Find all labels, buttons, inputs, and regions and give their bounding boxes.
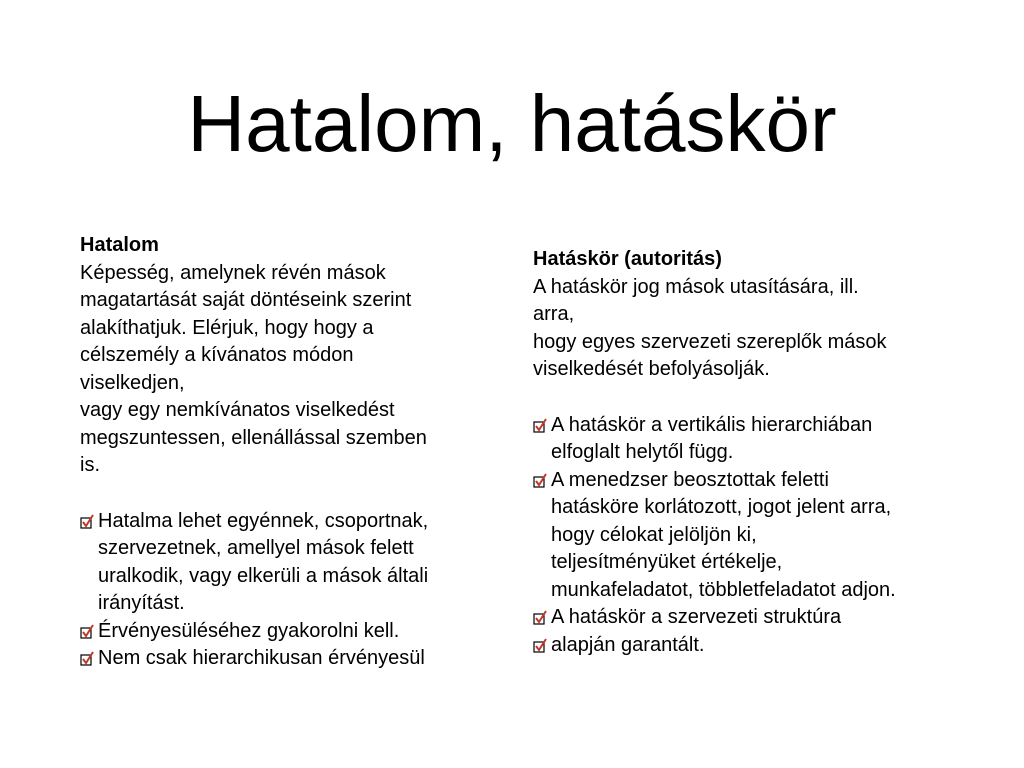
checkbox-check-icon: [533, 610, 547, 626]
bullet-item: [533, 604, 963, 632]
paragraph-line: Képesség, amelynek révén mások: [80, 261, 386, 284]
checkbox-check-icon: [533, 638, 547, 654]
bullet-line: alapján garantált.: [551, 633, 705, 656]
right-column: [533, 246, 963, 659]
bullet-line: A menedzser beosztottak feletti: [551, 468, 829, 491]
bullet-line: hatásköre korlátozott, jogot jelent arra,: [551, 496, 892, 518]
left-bullet-list: [80, 508, 500, 673]
bullet-line: teljesítményüket értékelje,: [551, 551, 783, 573]
spacer: [533, 384, 963, 412]
bullet-item: [533, 412, 963, 467]
checkbox-check-icon: [80, 651, 94, 667]
paragraph-line: viselkedését befolyásolják.: [533, 358, 770, 380]
paragraph-line: A hatáskör jog mások utasítására, ill.: [533, 275, 859, 298]
paragraph-line: arra,: [533, 303, 575, 325]
paragraph-line: hogy egyes szervezeti szereplők mások: [533, 330, 887, 353]
bullet-line: uralkodik, vagy elkerüli a mások általi: [98, 564, 429, 587]
right-heading: Hatáskör (autoritás): [533, 248, 722, 270]
paragraph-line: viselkedjen,: [80, 371, 185, 394]
bullet-line: A hatáskör a vertikális hierarchiában: [551, 413, 873, 436]
right-bullet-list: [533, 412, 963, 660]
bullet-line: Hatalma lehet egyénnek, csoportnak,: [98, 509, 429, 532]
checkbox-check-icon: [533, 418, 547, 434]
paragraph-line: vagy egy nemkívánatos viselkedést: [80, 399, 395, 421]
bullet-item: [533, 467, 963, 605]
bullet-item: [80, 645, 500, 673]
paragraph-line: magatartását saját döntéseink szerint: [80, 289, 412, 311]
bullet-line: szervezetnek, amellyel mások felett: [98, 537, 414, 559]
slide-title: Hatalom, hatáskör: [187, 79, 837, 168]
checkbox-check-icon: [80, 514, 94, 530]
bullet-line: irányítást.: [98, 592, 185, 614]
left-heading: Hatalom: [80, 234, 159, 256]
bullet-item: [533, 632, 963, 660]
bullet-item: [80, 508, 500, 618]
bullet-item: [80, 618, 500, 646]
bullet-line: Nem csak hierarchikusan érvényesül: [98, 647, 425, 669]
right-paragraph: [533, 274, 963, 384]
paragraph-line: célszemély a kívánatos módon: [80, 344, 354, 366]
paragraph-line: megszuntessen, ellenállással szemben: [80, 426, 427, 449]
left-paragraph: [80, 260, 500, 480]
checkbox-check-icon: [80, 624, 94, 640]
bullet-line: A hatáskör a szervezeti struktúra: [551, 606, 842, 628]
spacer: [80, 480, 500, 508]
left-column: [80, 232, 500, 673]
paragraph-line: is.: [80, 454, 100, 476]
bullet-line: munkafeladatot, többletfeladatot adjon.: [551, 578, 896, 601]
bullet-line: elfoglalt helytől függ.: [551, 441, 734, 463]
bullet-line: hogy célokat jelöljön ki,: [551, 523, 757, 546]
paragraph-line: alakíthatjuk. Elérjuk, hogy hogy a: [80, 316, 374, 339]
bullet-line: Érvényesüléséhez gyakorolni kell.: [98, 619, 400, 642]
checkbox-check-icon: [533, 473, 547, 489]
